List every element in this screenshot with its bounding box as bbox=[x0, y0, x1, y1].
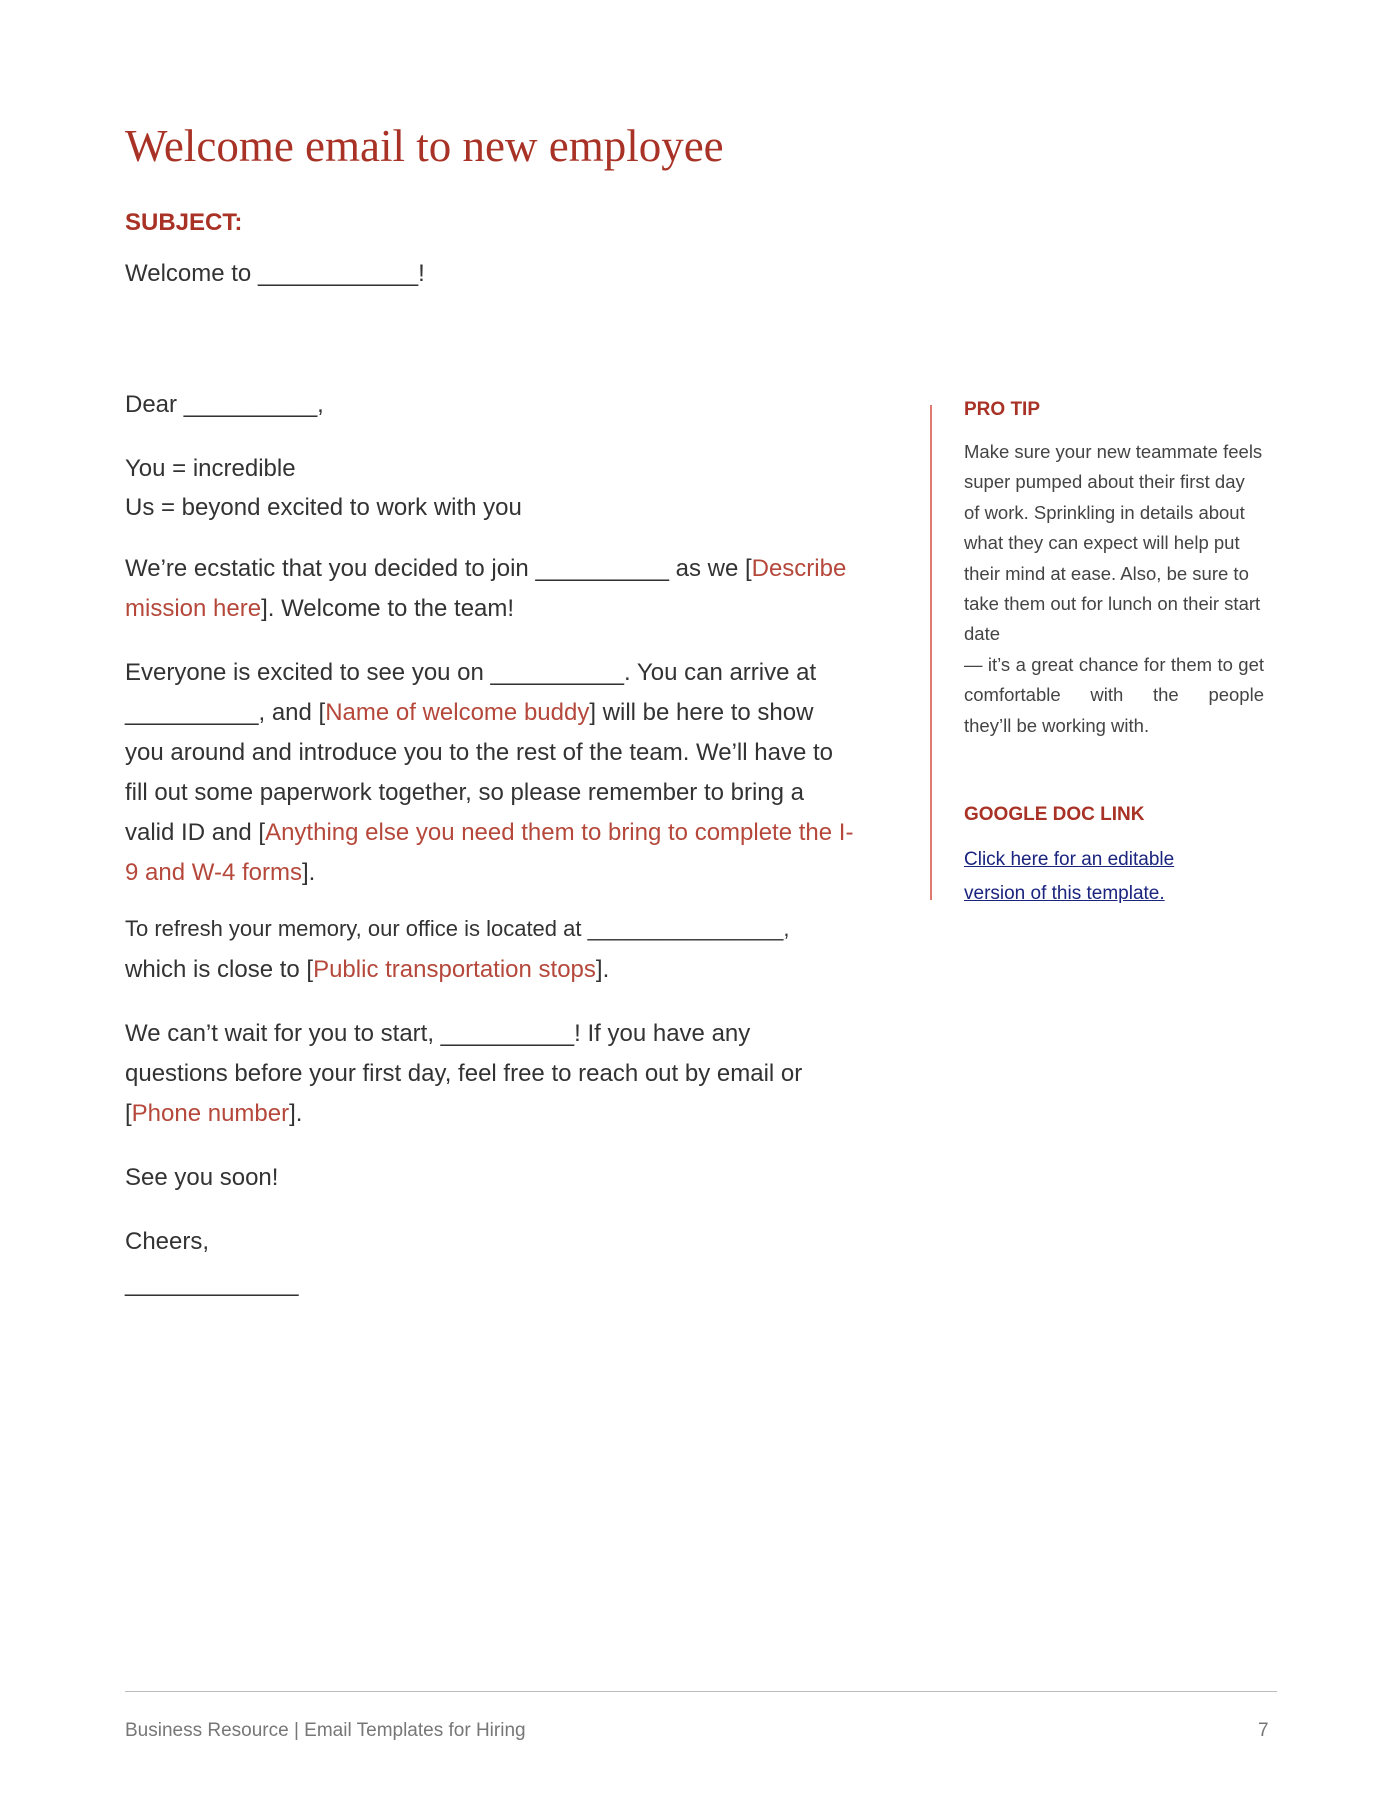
subject-line: Welcome to ____________! bbox=[125, 260, 425, 287]
placeholder-mission: Describe mission here bbox=[125, 555, 847, 622]
paragraph-join-text: We’re ecstatic that you decided to join __________ as we [ bbox=[125, 555, 752, 582]
paragraph-questions bbox=[125, 1014, 855, 1134]
paragraph-questions-end: ]. bbox=[289, 1100, 303, 1127]
placeholder-transport: Public transportation stops bbox=[313, 956, 596, 983]
paragraph-join bbox=[125, 549, 855, 629]
closing-cheers: Cheers, bbox=[125, 1228, 210, 1255]
footer-text: Business Resource | Email Templates for Hiring bbox=[125, 1720, 526, 1741]
placeholder-welcome-buddy: Name of welcome buddy bbox=[325, 699, 590, 726]
paragraph-join-end: ]. Welcome to the team! bbox=[261, 595, 515, 622]
paragraph-first-day-middle: ] will be here to show you around and introduce you to the rest of the team. We’ll have to fill out some paperwork together, so please remember to bring a valid ID and [ bbox=[125, 699, 833, 846]
paragraph-first-day bbox=[125, 653, 855, 893]
paragraph-office-end: ]. bbox=[595, 956, 610, 983]
pro-tip-heading: PRO TIP bbox=[964, 399, 1041, 420]
page-number: 7 bbox=[1258, 1720, 1269, 1741]
intro-line-1: You = incredible bbox=[125, 455, 296, 482]
footer-divider bbox=[125, 1691, 1277, 1692]
paragraph-questions-text: We can’t wait for you to start, __________! If you have any questions before your first day, feel free to reach out by email or [ bbox=[125, 1020, 803, 1127]
paragraph-first-day-text: Everyone is excited to see you on __________. You can arrive at __________, and [ bbox=[125, 659, 817, 726]
paragraph-office-line1: To refresh your memory, our office is located at ________________, bbox=[125, 916, 790, 941]
paragraph-office-line2 bbox=[125, 950, 855, 990]
signature-blank: _____________ bbox=[125, 1270, 299, 1297]
google-doc-heading: GOOGLE DOC LINK bbox=[964, 804, 1145, 825]
page-title: Welcome email to new employee bbox=[125, 121, 724, 171]
placeholder-phone: Phone number bbox=[131, 1100, 290, 1127]
paragraph-office-text: which is close to [ bbox=[125, 956, 314, 983]
paragraph-first-day-end: ]. bbox=[301, 859, 316, 886]
pro-tip-paragraph-2: — it’s a great chance for them to get comfortable with the people bbox=[964, 653, 1264, 706]
google-doc-link[interactable]: Click here for an editable version of this template. bbox=[964, 849, 1175, 904]
sidebar-divider bbox=[930, 405, 932, 900]
pro-tip-text bbox=[964, 437, 1264, 741]
closing-see-you: See you soon! bbox=[125, 1164, 279, 1191]
placeholder-forms: Anything else you need them to bring to complete the I-9 and W-4 forms bbox=[125, 819, 854, 886]
pro-tip-paragraph-3: they’ll be working with. bbox=[964, 714, 1150, 736]
greeting: Dear __________, bbox=[125, 391, 324, 418]
intro-line-2: Us = beyond excited to work with you bbox=[125, 494, 522, 521]
subject-label: SUBJECT: bbox=[125, 209, 243, 236]
pro-tip-paragraph: Make sure your new teammate feels super pumped about their first day of work. Sprinkling in details about what they can expect will help put their mind at ease. Also, be sure to take them out for lunch on their start date bbox=[964, 441, 1263, 645]
